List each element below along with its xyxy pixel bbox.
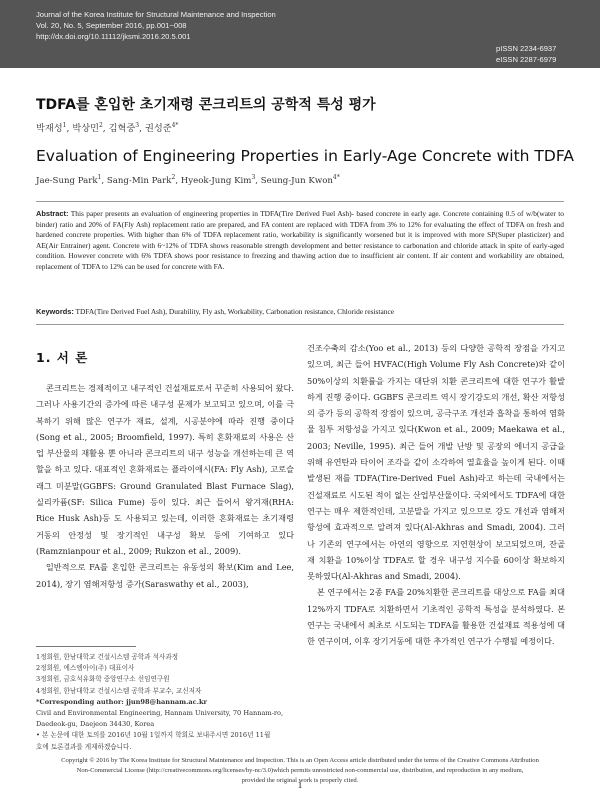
intro-paragraph-3: 본 연구에서는 2종 FA를 20%치환한 콘크리트를 대상으로 FA를 최대 12%까지 TDFA로 치환하면서 기초적인 공학적 특성을 분석하였다. 본 연구는 국내에서 최초로 시도되는 TDFA를 활용한 건설재료 적용성에 대한 연구이며, 이후 장기거동에 대한 추가적인 연구가 수행될 예정이다. [307,587,565,647]
abstract-text: This paper presents an evaluation of engineering properties in TDFA(Tire Derived Fuel Ash)- based concrete in early age. Concrete containing 0.5 of w/b(water to binder) ratio and 20% of FA(Fly Ash) replacement ratio are prepared, and FA content are replaced with TDFA from 3% to 12% for evaluating the effect of TDFA on fresh and hardened concrete properties. With higher than 6% of TDFA replacement ratio, workability is significantly worsened but it is improved with more SP(Super plasticizer) and AE(Air Entrainer) agent. Concrete with 6~12% of TDFA shows reasonable strength development and better resistance to carbonation and chloride attack in spite of early-aged condition. However concrete with 6% TDFA shows poor resistance to freezing and thawing action due to insufficient air content. If air content and workability are obtained, replacement of TDFA to 12% can be used for concrete with FA. [36,209,564,271]
discussion-note-1: • 본 논문에 대한 토의를 2016년 10월 1일까지 학회로 보내주시면 2016년 11월 [36,731,271,740]
footnote-affil-1: 1정회원, 한남대학교 건설시스템 공학과 석사과정 [36,653,179,661]
title-korean: TDFA를 혼입한 초기재령 콘크리트의 공학적 특성 평가 [36,97,376,113]
journal-header-bar [0,0,600,68]
pissn: pISSN 2234-6937 [496,44,557,53]
journal-name: Journal of the Korea Institute for Structural Maintenance and Inspection [36,10,276,19]
author-4-ko: 권성준 [144,123,172,134]
abstract-bottom-rule [36,324,564,325]
author-2-ko-affil: 2 [98,121,103,129]
issn-info [496,43,556,65]
abstract-label: Abstract: [36,209,69,218]
author-3-ko: 김혁중 [108,123,136,134]
left-column [36,380,294,592]
address-line-1: Civil and Environmental Engineering, Hannam University, 70 Hannam-ro, [36,709,284,718]
author-4-ko-affil: 4* [171,121,179,129]
doi-link[interactable]: http://dx.doi.org/10.11112/jksmi.2016.20.5.001 [36,32,191,41]
author-4-en-affil: 4* [332,174,340,182]
footnote-affil-4: 4정회원, 한남대학교 건설시스템 공학과 부교수, 교신저자 [36,686,202,695]
author-3-ko-affil: 3 [135,121,140,129]
author-2-en: Sang-Min Park [106,176,172,186]
author-3-en-affil: 3 [251,174,256,182]
footnote-rule [36,646,136,647]
eissn: eISSN 2287-6979 [496,55,557,64]
footnote-affil-3: 3정회원, 금호석유화학 중앙연구소 선임연구원 [36,675,170,684]
copyright-line-2: Non-Commercial License (http://creativecommons.org/licenses/by-nc/3.0)which permits unrestricted non-commercial use, distribution, and reproduction in any medium, [76,766,524,774]
corresponding-author: *Corresponding author: jjun98@hannam.ac.kr [36,697,208,706]
keywords-label: Keywords: [36,307,74,316]
author-2-en-affil: 2 [171,174,176,182]
authors-english: Jae-Sung Park$^1$, Sang-Min Park$^2$, Hyeok-Jung Kim$^3$, Seung-Jun Kwon$^{4*}$ [36,174,340,186]
keywords-text: TDFA(Tire Derived Fuel Ash), Durability, Fly ash, Workability, Carbonation resistance, Chloride resistance [73,307,395,316]
intro-paragraph-2: 일반적으로 FA를 혼입한 콘크리트는 유동성의 확보(Kim and Lee, 2014), 장기 염해저항성 증가(Saraswathy et al., 2003), [36,562,294,589]
author-1-ko: 박재성 [36,123,63,134]
right-column [307,340,565,650]
title-english: Evaluation of Engineering Properties in Early-Age Concrete with TDFA [36,147,574,165]
authors-korean: 박재성$^1$, 박상민$^2$, 김혁중$^3$, 권성준$^{4*}$ [36,121,179,134]
copyright-line-1: Copyright © 2016 by The Korea Institute for Structural Maintenance and Inspection. This is an Open Access article distributed under the terms of the Creative Commons Attribution [61,757,539,764]
footnote-affil-2: 2정회원, 에스엠아이(주) 대표이사 [36,664,135,673]
intro-paragraph-2-continued: 건조수축의 감소(Yoo et al., 2013) 등의 다양한 공학적 장점을 가지고 있으며, 최근 들어 HVFAC(High Volume Fly Ash Concrete)와 같이 50%이상의 치환률을 가지는 대단위 치환 콘크리트에 대한 연구가 활발하게 진행 중이다. GGBFS 콘크리트 역시 장기강도의 개선, 확산 저항성의 증가 등의 공학적 장점이 있으며, 공극구조 개선과 흡착을 통하여 염화물 침투 저항성을 가지고 있다(Kwon et al., 2009; Maekawa et al., 2003; Neville, 1995). 최근 들어 개발 난방 및 공장의 에너지 공급을 위해 유연탄과 타이어 조각을 같이 소각하여 열효율을 높이게 된다. 이때 발생된 재를 TDFA(Tire-Derived Fuel Ash)라고 하는데 국내에서는 건설재료로 시도된 적이 없는 산업부산물이다. 국외에서도 TDFA에 대한 연구는 매우 제한적인데, 고분말을 가지고 있으므로 강도 개선과 염해저항성에 효과적으로 알려져 있다(Al-Akhras and Smadi, 2004). 그러나 기존의 연구에서는 아연의 영향으로 지연현상이 보고되었으며, 잔골재 치환을 10%이상 TDFA로 할 경우 내구성 지수를 60이상 확보하지 못하였다(Al-Akhras and Smadi, 2004). [307,343,565,582]
address-line-2: Daedeok-gu, Daejeon 34430, Korea [36,720,155,729]
abstract [36,209,564,273]
keywords [36,307,564,317]
discussion-note-2: 호에 토론결과를 게재하겠습니다. [36,742,132,751]
intro-paragraph-1: 콘크리트는 경제적이고 내구적인 건설재료로서 꾸준히 사용되어 왔다. 그러나 사용기간의 증가에 따른 내구성 문제가 보고되고 있으며, 이를 극복하기 위해 많은 연구가 재료, 설계, 시공분야에 따라 진행 중이다(Song et al., 2005; Broomfield, 1997). 특히 혼화재료의 사용은 산업 부산물의 재활용 뿐 아니라 콘크리트의 내구 성능을 개선하는데 큰 역할을 하고 있다. 대표적인 혼화재료는 플라이애시(FA: Fly Ash), 고로슬래그 미분말(GGBFS: Ground Granulated Blast Furnace Slag), 실리카퓸(SF: Silica Fume) 등이 있다. 최근 들어서 왕겨재(RHA: Rice Husk Ash)등 도 사용되고 있는데, 이러한 혼화재료는 초기재령 거동의 안정성 및 장기적인 내구성 확보 등에 기여하고 있다(Ramznianpour et al., 2009; Rukzon et al., 2009). [36,383,294,556]
page-number: 1 [297,781,303,791]
author-1-en: Jae-Sung Park [36,176,98,186]
footnotes [36,652,296,753]
volume-info: Vol. 20, No. 5, September 2016, pp.001~008 [36,21,187,30]
journal-info [36,9,276,42]
author-1-en-affil: 1 [97,174,102,182]
author-1-ko-affil: 1 [62,121,67,129]
abstract-top-rule [36,201,564,202]
author-3-en: Hyeok-Jung Kim [180,176,252,186]
section-heading-introduction: 1. 서 론 [36,350,89,365]
author-2-ko: 박상민 [72,123,99,134]
author-4-en: Seung-Jun Kwon [260,176,333,186]
copyright-line-3: provided the original work is properly cited. [241,776,359,784]
